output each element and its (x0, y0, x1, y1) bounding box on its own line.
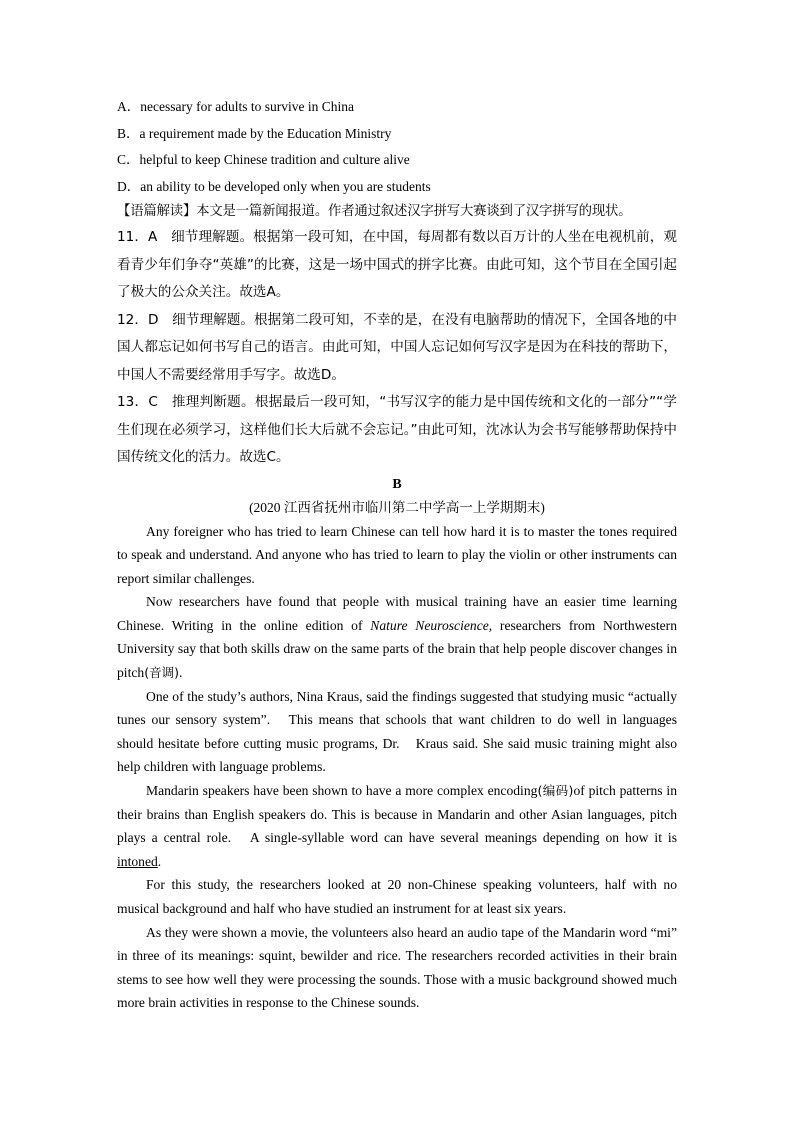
answer-13: 13．C 推理判断题。根据最后一段可知，“书写汉字的能力是中国传统和文化的一部分”“学生们现在必须学习，这样他们长大后就不会忘记。”由此可知，沈冰认为会书写能够帮助保持中国传统文化的活力。故选C。 (117, 394, 677, 465)
encoding-gloss: (编码) (537, 783, 574, 799)
section-source: (2020 江西省抚州市临川第二中学高一上学期期末) (249, 499, 545, 515)
option-b: B．a requirement made by the Education Ministry (117, 125, 392, 141)
passage-paragraph-3: One of the study’s authors, Nina Kraus, said the findings suggested that studying music “actually tunes our sensory system”. This means that schools that want children to do well in languages should hesitate before cutting music programs, Dr. Kraus said. She said music training might also help children with language problems. (117, 688, 677, 775)
paragraph-4-end: . (157, 853, 162, 869)
paragraph-2-text-b: researchers from Northwestern University say that both skills draw on the same parts of the brain that help people discover changes in pitch (117, 617, 678, 681)
passage-paragraph-1: Any foreigner who has tried to learn Chinese can tell how hard it is to master the tones required to speak and understand. And anyone who has tried to learn to play the violin or other instruments can report similar challenges. (117, 523, 677, 586)
option-c: C．helpful to keep Chinese tradition and culture alive (117, 152, 410, 167)
passage-paragraph-5: For this study, the researchers looked at 20 non-Chinese speaking volunteers, half with no musical background and half who have studied an instrument for at least six years. (117, 877, 677, 916)
analysis-title: 【语篇解读】本文是一篇新闻报道。作者通过叙述汉字拼写大赛谈到了汉字拼写的现状。 (117, 204, 632, 219)
paragraph-2-end: . (178, 665, 183, 681)
answer-11: 11．A 细节理解题。根据第一段可知，在中国，每周都有数以百万计的人坐在电视机前，观看青少年们争夺“英雄”的比赛，这是一场中国式的拼字比赛。由此可知，这个节目在全国引起了极大的公众关注。故选A。 (117, 229, 677, 300)
answer-options (117, 94, 677, 200)
option-d: D．an ability to be developed only when you are students (117, 178, 431, 194)
underlined-word: intoned (117, 853, 158, 869)
journal-name: Nature Neuroscience, (370, 617, 493, 633)
passage-paragraph-2 (117, 590, 677, 684)
option-a: A．necessary for adults to survive in China (117, 99, 354, 114)
document-page (117, 94, 677, 1015)
reading-passage (117, 520, 677, 1015)
paragraph-2-text-a: Now researchers have found that people with musical training have an easier time learning Chinese. Writing in the online edition of (117, 594, 677, 633)
passage-paragraph-6: As they were shown a movie, the volunteers also heard an audio tape of the Mandarin word “mi” in three of its meanings: squint, bewilder and rice. The researchers recorded activities in their brain stems to see how well they were processing the sounds. Those with a music background showed much more brain activities in response to the Chinese sounds. (117, 924, 677, 1011)
paragraph-4-text-b: of pitch patterns in their brains than English speakers do. This is because in Mandarin and other Asian languages, pitch plays a central role. A single-syllable word can have several meanings depending on how it is (117, 783, 677, 846)
pitch-gloss: (音调) (144, 665, 179, 681)
answer-12: 12．D 细节理解题。根据第二段可知，不幸的是，在没有电脑帮助的情况下，全国各地的中国人都忘记如何书写自己的语言。由此可知，中国人忘记如何写汉字是因为在科技的帮助下，中国人不需要经常用手写字。故选D。 (117, 311, 677, 383)
paragraph-4-text-a: Mandarin speakers have been shown to have a more complex encoding (146, 783, 538, 799)
section-letter: B (392, 476, 402, 492)
passage-paragraph-4 (117, 779, 677, 873)
